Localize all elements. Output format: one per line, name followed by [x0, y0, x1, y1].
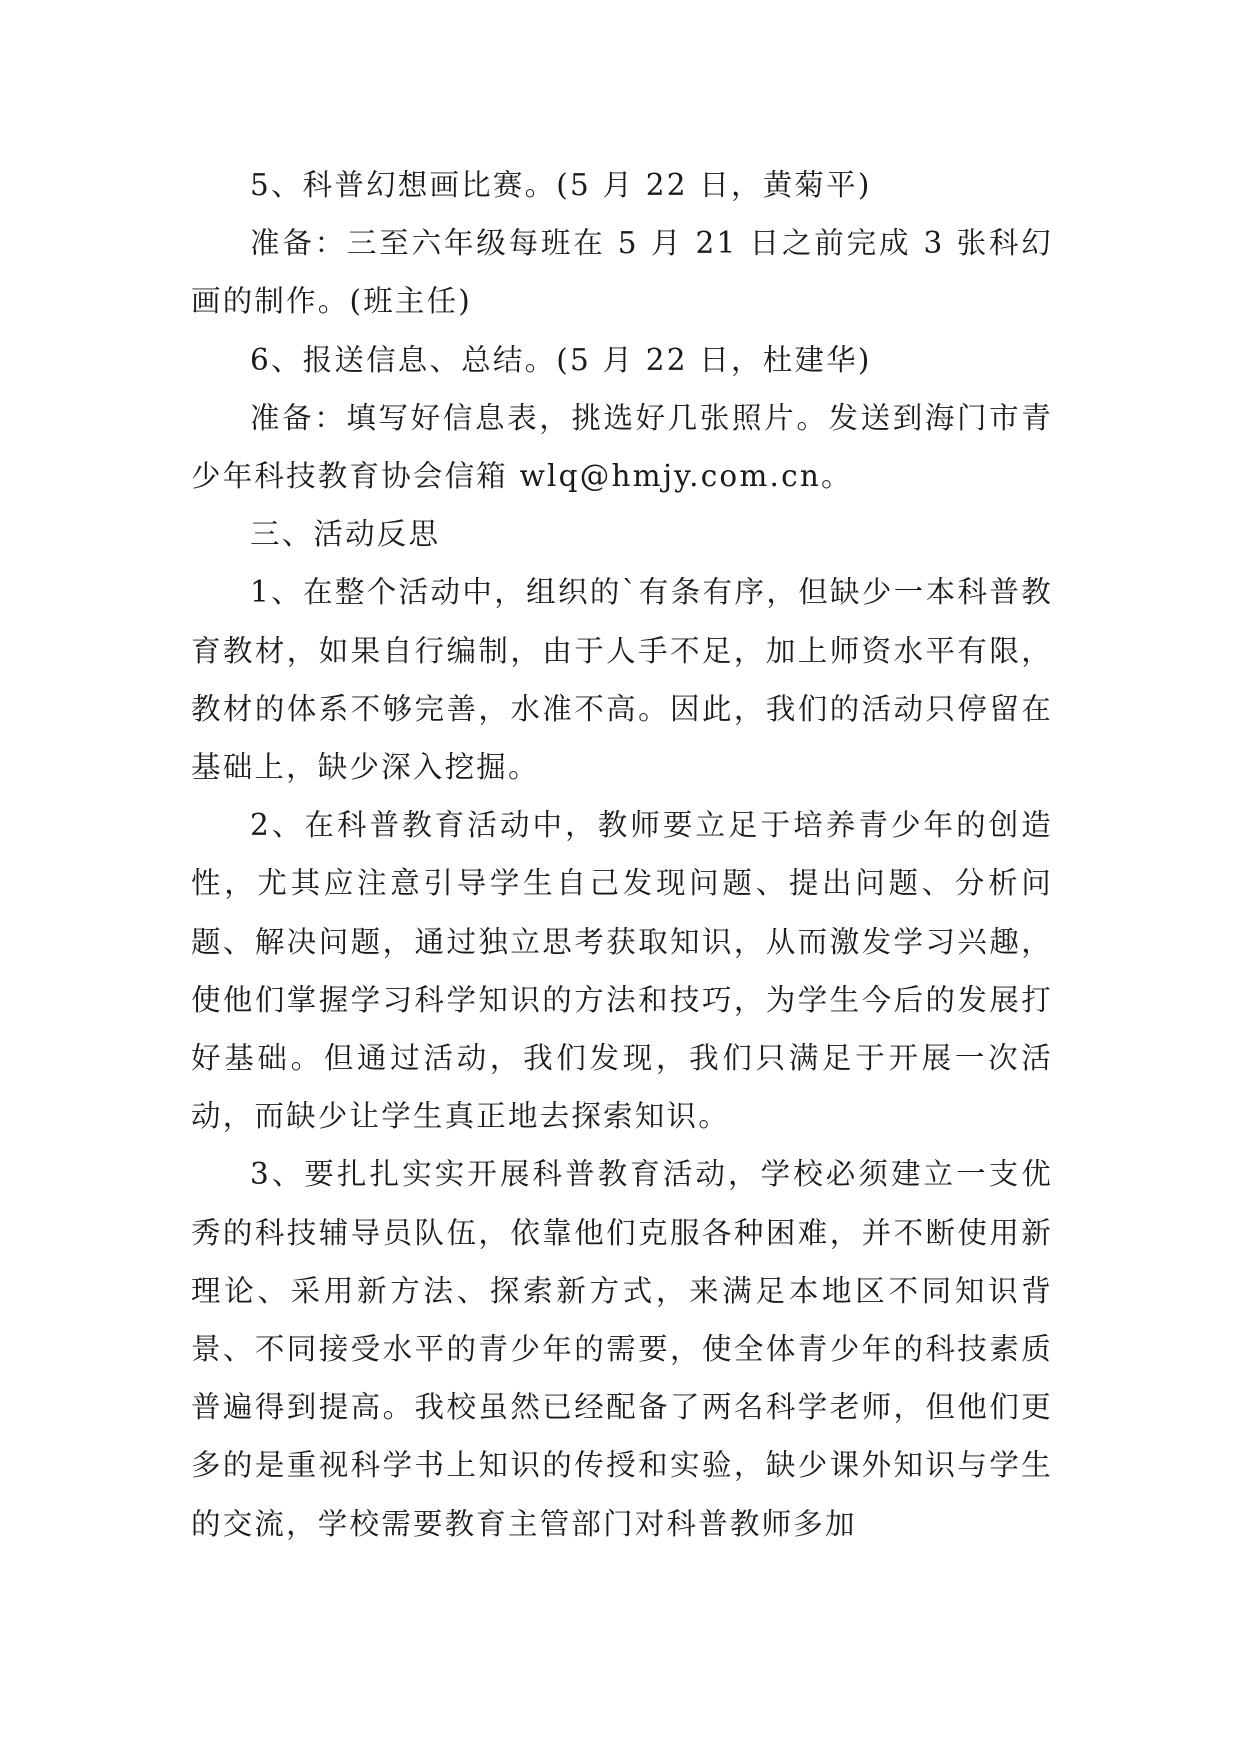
paragraph-reflection-3: 3、要扎扎实实开展科普教育活动，学校必须建立一支优秀的科技辅导员队伍，依靠他们克服各种困难，并不断使用新理论、采用新方法、探索新方式，来满足本地区不同知识背景、不同接受水平的青少年的需要，使全体青少年的科技素质普遍得到提高。我校虽然已经配备了两名科学老师，但他们更多的是重视科学书上知识的传授和实验，缺少课外知识与学生的交流，学校需要教育主管部门对科普教师多加 [191, 1157, 1053, 1541]
paragraph-item6-report: 6、报送信息、总结。(5 月 22 日，杜建华) [250, 342, 872, 377]
paragraph-item5-contest: 5、科普幻想画比赛。(5 月 22 日，黄菊平) [250, 168, 872, 202]
paragraph-item5-preparation: 准备：三至六年级每班在 5 月 21 日之前完成 3 张科幻画的制作。(班主任) [191, 226, 1053, 319]
document-body [191, 156, 1053, 1553]
paragraph-item6-preparation: 准备：填写好信息表，挑选好几张照片。发送到海门市青少年科技教育协会信箱 wlq@hmjy.com.cn。 [191, 400, 1053, 494]
section-heading-reflection: 三、活动反思 [250, 517, 441, 552]
paragraph-reflection-1: 1、在整个活动中，组织的`有条有序，但缺少一本科普教育教材，如果自行编制，由于人手不足，加上师资水平有限，教材的体系不够完善，水准不高。因此，我们的活动只停留在基础上，缺少深入挖掘。 [191, 575, 1053, 785]
paragraph-reflection-2: 2、在科普教育活动中，教师要立足于培养青少年的创造性，尤其应注意引导学生自己发现问题、提出问题、分析问题、解决问题，通过独立思考获取知识，从而激发学习兴趣，使他们掌握学习科学知识的方法和技巧，为学生今后的发展打好基础。但通过活动，我们发现，我们只满足于开展一次活动，而缺少让学生真正地去探索知识。 [191, 808, 1053, 1134]
